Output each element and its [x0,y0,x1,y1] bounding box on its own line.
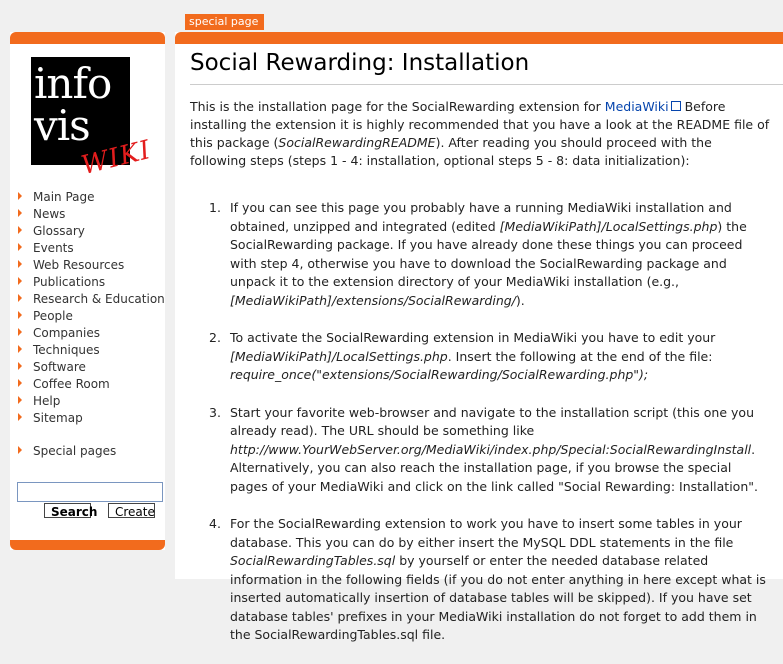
intro-paragraph [190,98,770,170]
sidebar-item-label: Software [33,360,86,374]
step-item [209,199,770,310]
step-text: . Alternatively, you can also reach the installation page, if you browse the special pages of your MediaWiki and click on the link called "Social Rewarding: Installation". [230,441,758,494]
step-code: [MediaWikiPath]/LocalSettings.php [499,218,718,234]
sidebar-item-label: Events [33,241,74,255]
installation-steps [209,199,770,664]
logo-line-vis: vis [34,101,90,150]
orange-triangle-bullet-icon [18,226,22,234]
sidebar-item-research-education[interactable] [18,291,165,308]
step-code: [MediaWikiPath]/extensions/SocialRewarding/ [230,292,516,308]
tab-special-page[interactable]: special page [185,14,264,30]
sidebar-item-events[interactable] [18,240,165,257]
sidebar-item-sitemap[interactable] [18,410,165,427]
step-text: by yourself or enter the needed database related information in the following fields (if you do not enter anything in here except what is inserted automatically insertion of database tables will be skipped). If you have set database tables' prefixes in your MediaWiki installation do not forget to add them in the SocialRewardingTables.sql file. [230,553,766,642]
orange-triangle-bullet-icon [18,379,22,387]
infovis-wiki-logo[interactable] [31,57,155,182]
sidebar-item-special-pages[interactable] [18,443,116,460]
step-text: For the SocialRewarding extension to work you have to insert some tables in your database. This you can do by either insert the MySQL DDL statements in the file [230,516,742,550]
sidebar-item-help[interactable] [18,393,165,410]
sidebar [10,32,165,550]
sidebar-item-label: News [33,207,66,221]
sidebar-item-label: Sitemap [33,411,83,425]
search-button[interactable]: Search [44,503,91,518]
step-text: ) the SocialRewarding package. If you have already done these things you can proceed with step 4, otherwise you have to download the SocialRewarding package and unpack it to the extension directory of your MediaWiki installation (e.g., [230,218,747,289]
sidebar-item-label: Special pages [33,444,117,458]
step-item [209,404,770,497]
orange-triangle-bullet-icon [18,277,22,285]
step-code: [MediaWikiPath]/LocalSettings.php [230,348,448,364]
step-text: . Insert the following at the end of the file: [447,348,713,364]
orange-triangle-bullet-icon [18,328,22,336]
title-divider [190,84,783,85]
sidebar-item-software[interactable] [18,359,165,376]
main-content [175,32,783,642]
mediawiki-link[interactable]: MediaWiki [604,99,669,114]
step-code: require_once("extensions/SocialRewarding/SocialRewarding.php"); [230,367,649,382]
sidebar-item-label: Coffee Room [33,377,110,391]
content-top-bar [175,32,783,44]
sidebar-item-label: Main Page [33,190,95,204]
logo-wiki-script: WIKI [78,134,155,182]
external-link-icon [671,101,681,111]
sidebar-item-label: Research & Education [33,292,165,306]
sidebar-item-people[interactable] [18,308,165,325]
step-item [209,329,770,385]
orange-triangle-bullet-icon [18,362,22,370]
orange-triangle-bullet-icon [18,243,22,251]
orange-triangle-bullet-icon [18,209,22,217]
sidebar-item-techniques[interactable] [18,342,165,359]
sidebar-item-coffee-room[interactable] [18,376,165,393]
sidebar-item-label: Techniques [33,343,100,357]
orange-triangle-bullet-icon [18,311,22,319]
orange-triangle-bullet-icon [18,192,22,200]
sidebar-item-label: Publications [33,275,106,289]
orange-triangle-bullet-icon [18,345,22,353]
sidebar-item-news[interactable] [18,206,165,223]
sidebar-item-label: Help [33,394,61,408]
sidebar-item-publications[interactable] [18,274,165,291]
orange-triangle-bullet-icon [18,260,22,268]
sidebar-item-glossary[interactable] [18,223,165,240]
logo-line-info: info [34,59,112,108]
page-title: Social Rewarding: Installation [190,50,530,76]
step-number: 3. [209,404,221,420]
sidebar-item-main-page[interactable] [18,189,165,206]
step-number: 4. [209,516,221,531]
intro-text-3: ). After reading you should proceed with the following steps (steps 1 - 4: installation, optional steps 5 - 8: data initialization): [190,135,712,168]
step-text: ). [515,292,525,308]
intro-text-2: Before installing the extension it is highly recommended that you have a look at the README file of this package ( [190,99,770,150]
step-text: Start your favorite web-browser and navigate to the installation script (this one you already read). The URL should be something like [230,404,754,438]
sidebar-item-label: Web Resources [33,258,125,272]
create-button[interactable]: Create [108,503,155,518]
sidebar-item-label: Glossary [33,224,85,238]
orange-triangle-bullet-icon [18,294,22,302]
sidebar-item-label: Companies [33,326,100,340]
orange-triangle-bullet-icon [18,396,22,404]
orange-triangle-bullet-icon [18,446,22,454]
step-number: 1. [209,200,221,215]
step-code: SocialRewardingTables.sql [230,553,396,568]
sidebar-item-companies[interactable] [18,325,165,342]
sidebar-nav [18,189,165,427]
step-item [209,515,770,645]
sidebar-item-web-resources[interactable] [18,257,165,274]
intro-text-1: This is the installation page for the SocialRewarding extension for [190,99,605,114]
step-text: If you can see this page you probably have a running MediaWiki installation and obtained, unzipped and integrated (edited [230,200,732,234]
step-text: To activate the SocialRewarding extension in MediaWiki you have to edit your [230,330,716,345]
search-input[interactable] [17,482,163,502]
orange-triangle-bullet-icon [18,413,22,421]
step-code: http://www.YourWebServer.org/MediaWiki/index.php/Special:SocialRewardingInstall [230,441,752,457]
sidebar-item-label: People [33,309,73,323]
step-number: 2. [209,330,221,345]
readme-filename: SocialRewardingREADME [278,135,436,150]
